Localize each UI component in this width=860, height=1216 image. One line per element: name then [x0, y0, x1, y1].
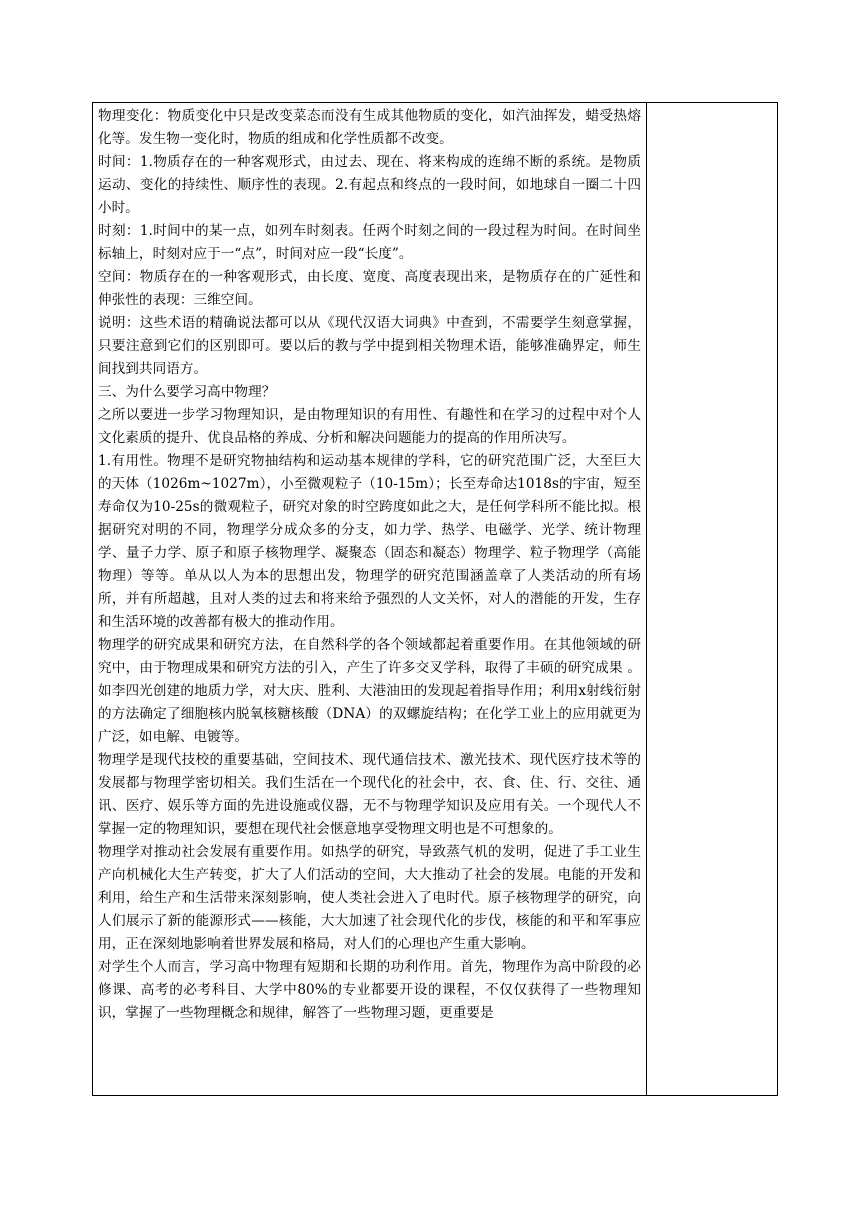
paragraph-time: 时间：1.物质存在的一种客观形式，由过去、现在、将来构成的连绵不断的系统。是物质运动、变化的持续性、顺序性的表现。2.有起点和终点的一段时间，如地球自一圈二十四小时。 — [98, 154, 641, 216]
paragraph-social-development: 物理学对推动社会发展有重要作用。如热学的研究，导致蒸气机的发明，促进了手工业生产向机械化大生产转变，扩大了人们活动的空间，大大推动了社会的发展。电能的开发和利用，给生产和生活带来深刻影响，使人类社会进入了电时代。原子核物理学的研究，向人们展示了新的能源形式——核能，大大加速了社会现代化的步伐，核能的和平和军事应用，正在深刻地影响着世界发展和格局，对人们的心理也产生重大影响。 — [98, 844, 641, 952]
paragraph-student-benefit: 对学生个人而言，学习高中物理有短期和长期的功利作用。首先，物理作为高中阶段的必修课、高考的必考科目、大学中80%的专业都要开设的课程，不仅仅获得了一些物理知识，掌握了一些物理概念和规律，解答了一些物理习题，更重要是 — [98, 959, 641, 1021]
paragraph-space: 空间：物质存在的一种客观形式，由长度、宽度、高度表现出来，是物质存在的广延性和伸张性的表现：三维空间。 — [98, 269, 641, 308]
paragraph-intro: 之所以要进一步学习物理知识，是由物理知识的有用性、有趣性和在学习的过程中对个人文化素质的提升、优良品格的养成、分析和解决问题能力的提高的作用所决写。 — [98, 407, 641, 446]
side-empty-cell — [647, 103, 777, 1095]
main-text-cell — [93, 103, 647, 1095]
content-table — [92, 102, 778, 1096]
paragraph-usefulness: 1.有用性。物理不是研究物抽结构和运动基本规律的学科，它的研究范围广泛，大至巨大的天体（1026m~1027m），小至微观粒子（10-15m）；长至寿命达1018s的宇宙，短至寿命仅为10-25s的微观粒子，研究对象的时空跨度如此之大，是任何学科所不能比拟。根据研究对明的不同，物理学分成众多的分支，如力学、热学、电磁学、光学、统计物理学、量子力学、原子和原子核物理学、凝聚态（固态和凝态）物理学、粒子物理学（高能物理）等等。单从以人为本的思想出发，物理学的研究范围涵盖章了人类活动的所有场所，并有所超越，且对人类的过去和将来给予强烈的人文关怀，对人的潜能的开发，生存和生活环境的改善都有极大的推动作用。 — [98, 453, 641, 630]
paragraph-physical-change: 物理变化：物质变化中只是改变菜态而没有生成其他物质的变化，如汽油挥发，蜡受热熔化等。发生物一变化时，物质的组成和化学性质都不改变。 — [98, 108, 641, 147]
paragraph-note: 说明：这些术语的精确说法都可以从《现代汉语大词典》中查到，不需要学生刻意掌握，只要注意到它们的区别即可。要以后的教与学中提到相关物理术语，能够准确界定，师生间找到共同语方。 — [98, 315, 641, 377]
paragraph-modern-technology: 物理学是现代技校的重要基础，空间技术、现代通信技术、激光技术、现代医疗技术等的发展都与物理学密切相关。我们生活在一个现代化的社会中，衣、食、住、行、交往、通讯、医疗、娱乐等方面的先进设施或仪器，无不与物理学知识及应用有关。一个现代人不掌握一定的物理知识，要想在现代社会惬意地享受物理文明也是不可想象的。 — [98, 752, 641, 837]
paragraph-research-results: 物理学的研究成果和研究方法，在自然科学的各个领域都起着重要作用。在其他领域的研究中，由于物理成果和研究方法的引入，产生了许多交叉学科，取得了丰硕的研究成果 。如李四光创建的地质力学，对大庆、胜利、大港油田的发现起着指导作用；利用x射线衍射的方法确定了细胞核内脱氧核糖核酸（DNA）的双螺旋结构；在化学工业上的应用就更为广泛，如电解、电镀等。 — [98, 637, 641, 745]
section-heading-why-physics: 三、为什么要学习高中物理？ — [98, 384, 276, 400]
paragraph-moment: 时刻：1.时间中的某一点，如列车时刻表。任两个时刻之间的一段过程为时间。在时间坐标轴上，时刻对应于一“点”，时间对应一段“长度”。 — [98, 223, 641, 262]
